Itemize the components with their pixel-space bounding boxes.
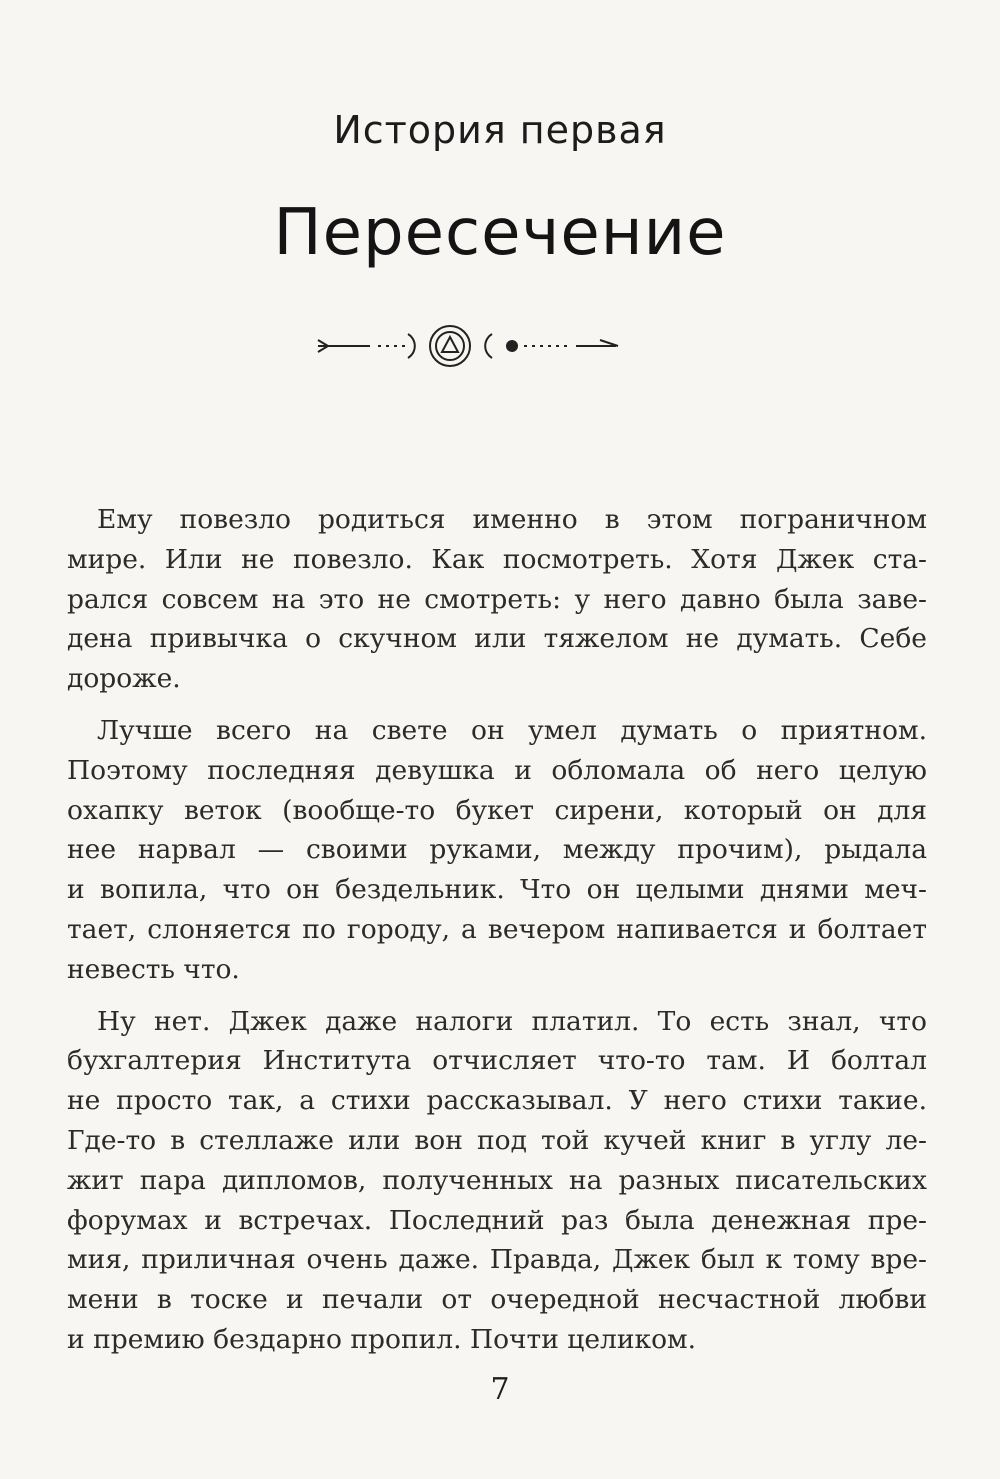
paragraph-1 [67,500,927,699]
text-line: тает, слоняется по городу, а вечером напивается и болтает [67,913,927,945]
paragraph-3 [67,1002,927,1360]
ornament-divider-icon [300,318,720,374]
text-line: и премию бездарно пропил. Почти целиком. [67,1323,697,1355]
text-line: мия, приличная очень даже. Правда, Джек был к тому вре- [67,1244,927,1276]
text-line: рался совсем на это не смотреть: у него давно была заве- [67,583,927,615]
text-line: Ну нет. Джек даже налоги платил. То есть знал, что [97,1005,927,1037]
body-text [67,500,927,1372]
text-line: дороже. [67,663,181,695]
text-line: невесть что. [67,953,240,985]
text-line: Ему повезло родиться именно в этом пограничном [97,504,927,535]
text-line: Лучше всего на свете он умел думать о приятном. [97,714,927,746]
text-line: нее нарвал — своими руками, между прочим), рыдала [67,834,927,866]
text-line: жит пара дипломов, полученных на разных писательских [67,1164,927,1196]
chapter-kicker: История первая [333,108,667,152]
text-line: не просто так, а стихи рассказывал. У него стихи такие. [67,1085,927,1117]
text-line: дена привычка о скучном или тяжелом не думать. Себе [67,623,927,655]
page-number: 7 [490,1372,510,1407]
text-line: форумах и встречах. Последний раз была денежная пре- [67,1204,927,1236]
text-line: и вопила, что он бездельник. Что он целыми днями меч- [67,874,927,906]
text-line: мире. Или не повезло. Как посмотреть. Хотя Джек ста- [67,543,927,575]
text-line: бухгалтерия Института отчисляет что-то там. И болтал [67,1045,927,1077]
text-line: Поэтому последняя девушка и обломала об него целую [67,754,927,786]
text-line: Где-то в стеллаже или вон под той кучей книг в углу ле- [67,1124,927,1156]
text-line: охапку веток (вообще-то букет сирени, который он для [67,794,927,826]
paragraph-2 [67,711,927,990]
text-line: мени в тоске и печали от очередной несчастной любви [67,1284,927,1316]
chapter-title: Пересечение [273,196,727,270]
